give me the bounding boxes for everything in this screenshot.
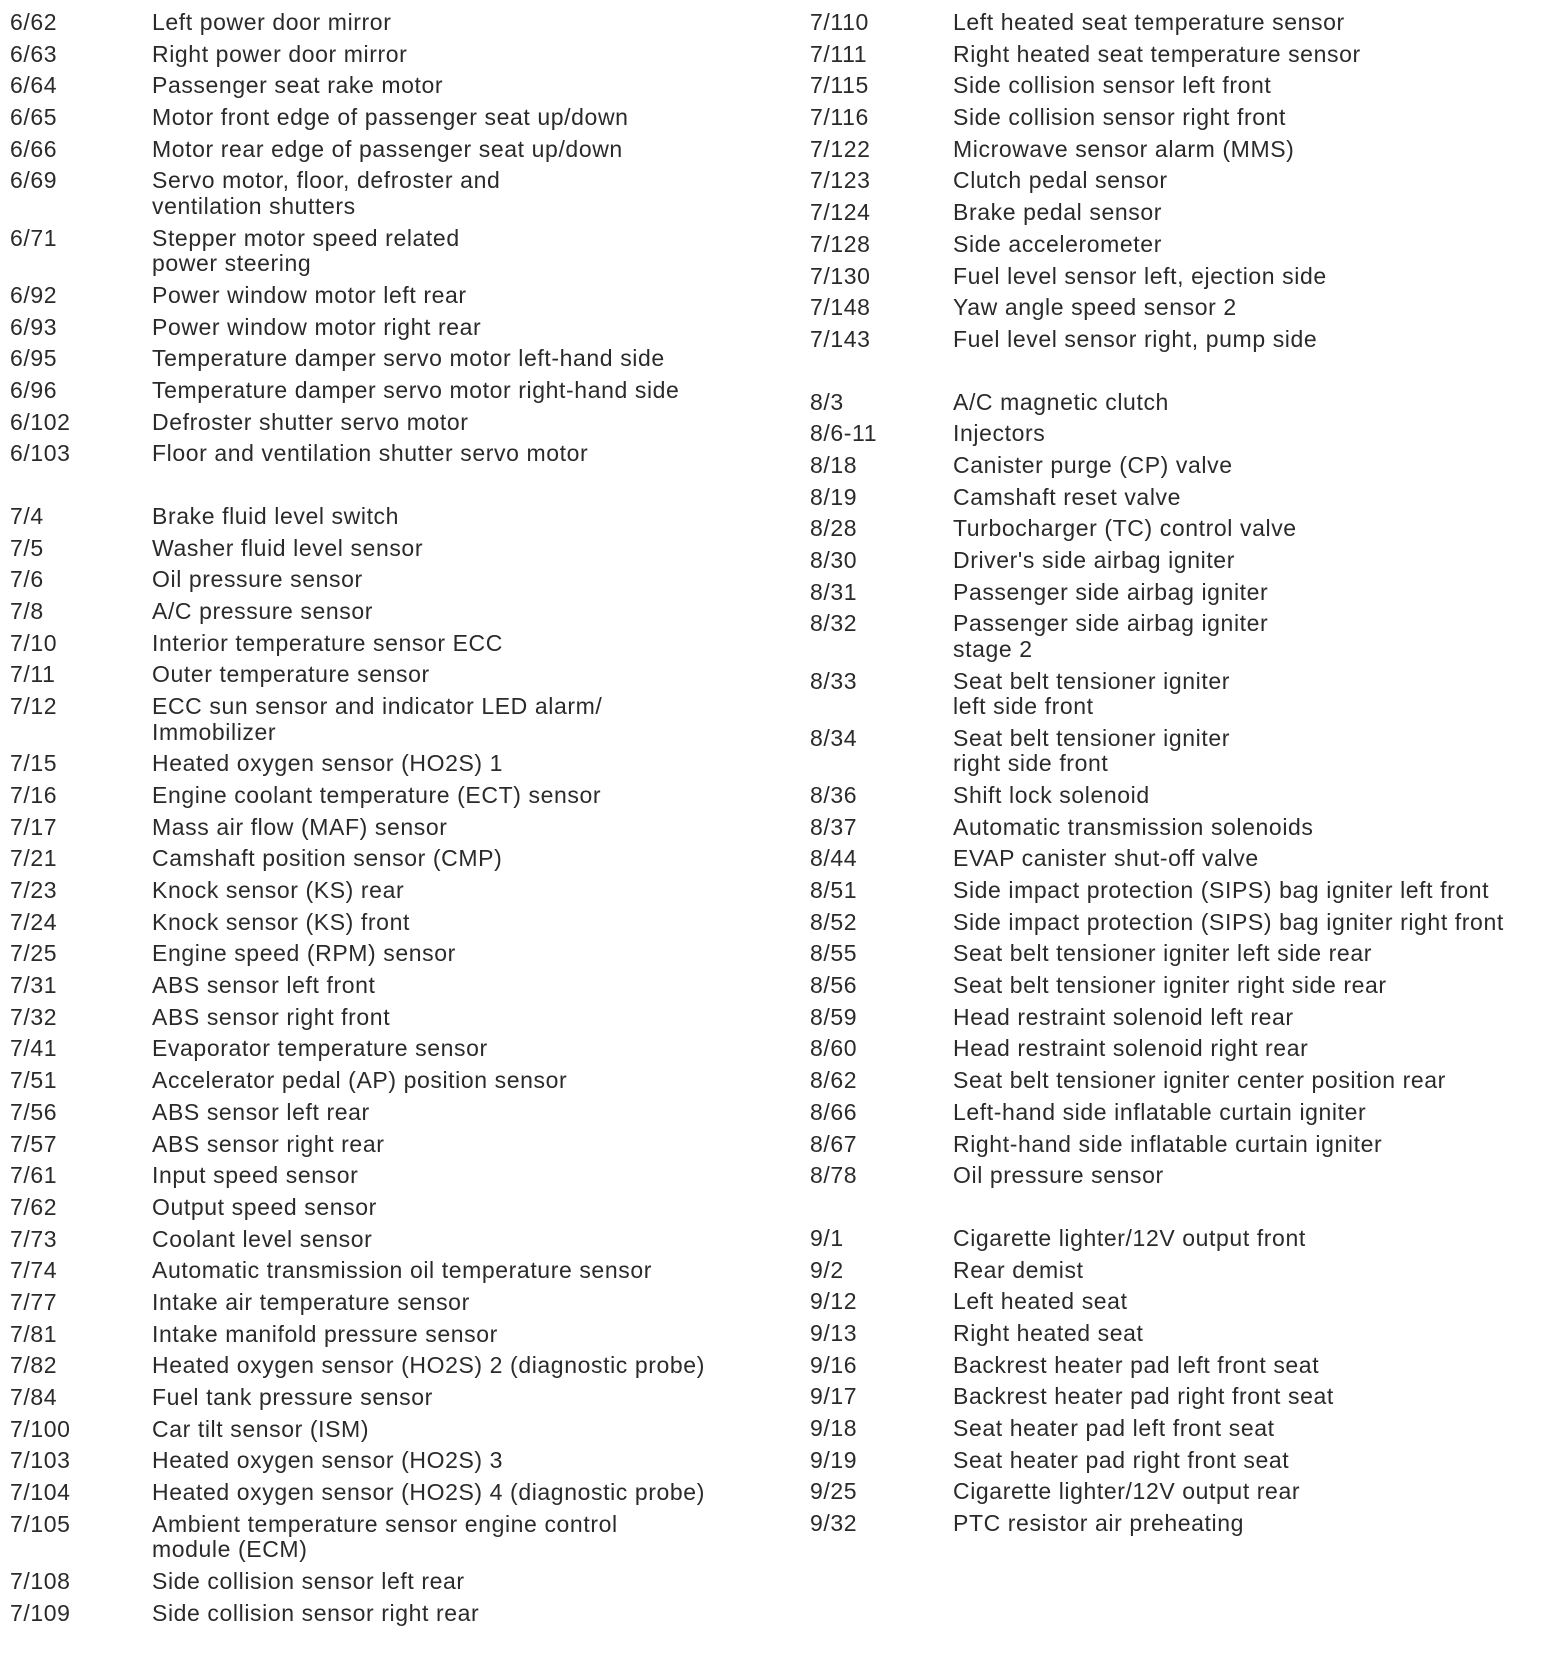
legend-entry (10, 941, 770, 973)
component-code: 7/31 (10, 972, 58, 999)
component-description: Camshaft position sensor (CMP) (152, 845, 503, 872)
component-code: 7/12 (10, 693, 58, 720)
component-description: Seat heater pad right front seat (953, 1446, 1290, 1473)
component-code: 6/103 (10, 440, 71, 467)
component-description: Shift lock solenoid (953, 781, 1150, 808)
component-code: 7/56 (10, 1098, 58, 1125)
component-description: Seat belt tensioner igniter left side rear (953, 940, 1372, 967)
component-code: 8/60 (810, 1035, 858, 1062)
component-code: 9/16 (810, 1351, 858, 1378)
component-description: Knock sensor (KS) rear (152, 877, 405, 903)
component-description: Mass air flow (MAF) sensor (152, 813, 448, 840)
component-description: Seat belt tensioner igniter center position rear (953, 1067, 1446, 1094)
component-description: Interior temperature sensor ECC (152, 629, 503, 656)
component-description: Injectors (953, 420, 1046, 447)
component-description: Washer fluid level sensor (152, 534, 424, 561)
component-description: Defroster shutter servo motor (152, 408, 469, 435)
component-description: PTC resistor air preheating (953, 1510, 1245, 1537)
component-code: 7/103 (10, 1447, 71, 1474)
component-description: Left-hand side inflatable curtain igniter (953, 1098, 1367, 1125)
component-description: Side collision sensor right rear (152, 1599, 480, 1626)
component-description: Accelerator pedal (AP) position sensor (152, 1067, 568, 1094)
legend-entry (10, 1036, 770, 1068)
component-description: Turbocharger (TC) control valve (953, 515, 1297, 542)
component-code: 6/65 (10, 104, 58, 131)
legend-entry (10, 846, 770, 878)
component-code: 7/110 (810, 9, 869, 35)
legend-entry (810, 941, 1540, 973)
component-description: Microwave sensor alarm (MMS) (953, 135, 1295, 162)
legend-entry (810, 878, 1540, 910)
component-code: 7/116 (810, 104, 869, 131)
component-code: 7/111 (810, 40, 868, 67)
component-code: 7/105 (10, 1510, 71, 1537)
component-code: 6/92 (10, 281, 58, 308)
component-description: Seat belt tensioner igniter left side front (953, 667, 1231, 720)
legend-entry (10, 1195, 770, 1227)
component-code: 7/61 (10, 1162, 58, 1189)
component-description: Seat heater pad left front seat (953, 1415, 1275, 1441)
legend-entry (810, 726, 1540, 783)
component-code: 9/17 (810, 1383, 858, 1410)
component-code: 7/104 (10, 1479, 71, 1506)
component-code: 9/2 (810, 1256, 844, 1283)
component-description: Head restraint solenoid right rear (953, 1035, 1309, 1062)
legend-entry (10, 1385, 770, 1417)
legend-entry (810, 1353, 1540, 1385)
legend-entry (810, 669, 1540, 726)
legend-entry (10, 410, 770, 442)
legend-entry (810, 1321, 1540, 1353)
component-code: 7/21 (10, 845, 58, 872)
legend-entry (810, 421, 1540, 453)
component-description: Intake air temperature sensor (152, 1288, 470, 1315)
component-code: 7/24 (10, 908, 58, 935)
component-description: Motor rear edge of passenger seat up/down (152, 135, 623, 162)
legend-entry (810, 783, 1540, 815)
component-code: 8/28 (810, 515, 858, 542)
component-code: 7/23 (10, 877, 58, 903)
component-description: Temperature damper servo motor right-hand side (152, 376, 680, 403)
component-description: Side collision sensor left rear (152, 1567, 465, 1594)
component-code: 7/11 (10, 661, 56, 688)
component-description: Yaw angle speed sensor 2 (953, 294, 1237, 321)
component-description: Temperature damper servo motor left-hand side (152, 345, 665, 372)
component-description: Backrest heater pad right front seat (953, 1383, 1334, 1410)
component-code: 8/59 (810, 1003, 858, 1030)
component-description: Fuel level sensor left, ejection side (953, 262, 1327, 289)
component-code: 8/67 (810, 1130, 858, 1157)
component-code: 7/115 (810, 72, 869, 99)
component-code: 7/77 (10, 1288, 58, 1315)
legend-entry (810, 485, 1540, 517)
component-description: Backrest heater pad left front seat (953, 1351, 1320, 1378)
component-description: Seat belt tensioner igniter right side rear (953, 972, 1387, 999)
component-code: 9/12 (810, 1288, 858, 1315)
legend-entry (810, 453, 1540, 485)
component-code: 8/31 (810, 578, 858, 605)
component-code: 7/17 (10, 813, 58, 840)
component-description: Knock sensor (KS) front (152, 908, 410, 935)
legend-entry (810, 516, 1540, 548)
legend-entry (810, 1258, 1540, 1290)
legend-entry (10, 783, 770, 815)
component-description: Seat belt tensioner igniter right side front (953, 724, 1231, 777)
component-code: 7/148 (810, 294, 871, 321)
legend-entry (10, 378, 770, 410)
component-code: 6/66 (10, 135, 58, 162)
legend-group (810, 390, 1540, 1195)
legend-entry (810, 264, 1540, 296)
component-code: 7/15 (10, 750, 58, 777)
component-code: 8/56 (810, 972, 858, 999)
component-code: 7/128 (810, 230, 871, 257)
legend-entry (10, 1068, 770, 1100)
legend-entry (10, 1322, 770, 1354)
component-code: 8/3 (810, 388, 844, 415)
component-code: 6/64 (10, 72, 58, 99)
legend-entry (810, 10, 1540, 42)
component-description: Engine coolant temperature (ECT) sensor (152, 781, 602, 808)
component-code: 8/18 (810, 451, 858, 478)
legend-entry (10, 536, 770, 568)
component-code: 8/34 (810, 724, 858, 751)
component-description: Oil pressure sensor (953, 1162, 1164, 1189)
legend-entry (810, 1416, 1540, 1448)
component-description: Canister purge (CP) valve (953, 451, 1233, 478)
component-description: Driver's side airbag igniter (953, 547, 1235, 573)
legend-group (10, 504, 770, 1632)
component-description: Side collision sensor left front (953, 72, 1272, 99)
component-description: Side accelerometer (953, 230, 1162, 257)
component-code: 6/93 (10, 313, 58, 340)
legend-entry (10, 1512, 770, 1569)
component-code: 8/52 (810, 908, 858, 935)
legend-entry (10, 1227, 770, 1259)
component-description: A/C pressure sensor (152, 598, 374, 624)
legend-entry (10, 226, 770, 283)
component-code: 6/63 (10, 40, 58, 67)
component-description: Brake pedal sensor (953, 199, 1162, 226)
legend-entry (10, 751, 770, 783)
component-code: 6/69 (10, 167, 58, 194)
component-code: 7/109 (10, 1599, 71, 1626)
legend-entry (810, 200, 1540, 232)
component-description: Left heated seat temperature sensor (953, 9, 1345, 35)
legend-entry (810, 580, 1540, 612)
component-code: 7/100 (10, 1415, 71, 1442)
legend-entry (10, 105, 770, 137)
component-description: Cigarette lighter/12V output rear (953, 1478, 1301, 1505)
component-code: 8/78 (810, 1162, 858, 1189)
component-description: Stepper motor speed related power steering (152, 224, 460, 277)
component-description: ABS sensor right rear (152, 1130, 385, 1157)
component-code: 7/41 (10, 1035, 58, 1062)
legend-entry (810, 295, 1540, 327)
legend-entry (10, 878, 770, 910)
component-description: Clutch pedal sensor (953, 167, 1168, 194)
legend-entry (810, 1479, 1540, 1511)
legend-entry (10, 1601, 770, 1633)
component-code: 7/32 (10, 1003, 58, 1030)
legend-entry (810, 73, 1540, 105)
component-code: 7/108 (10, 1567, 71, 1594)
component-code: 7/5 (10, 534, 44, 561)
component-code: 6/71 (10, 224, 58, 251)
component-code: 9/1 (810, 1224, 844, 1251)
legend-entry (10, 283, 770, 315)
component-code: 7/4 (10, 502, 44, 529)
component-code: 6/102 (10, 408, 71, 435)
legend-entry (10, 441, 770, 473)
legend-entry (10, 346, 770, 378)
component-code: 8/62 (810, 1067, 858, 1094)
legend-entry (810, 137, 1540, 169)
component-code: 7/124 (810, 199, 871, 226)
legend-entry (810, 548, 1540, 580)
component-description: Heated oxygen sensor (HO2S) 1 (152, 750, 504, 777)
component-description: Servo motor, floor, defroster and ventilation shutters (152, 167, 501, 219)
legend-entry (10, 315, 770, 347)
component-code: 8/6-11 (810, 420, 878, 447)
component-description: Outer temperature sensor (152, 661, 430, 688)
component-code: 7/16 (10, 781, 58, 808)
component-description: Car tilt sensor (ISM) (152, 1415, 370, 1442)
component-code: 8/36 (810, 781, 858, 808)
legend-entry (10, 10, 770, 42)
component-code: 7/8 (10, 598, 44, 624)
component-description: Heated oxygen sensor (HO2S) 4 (diagnostic probe) (152, 1479, 705, 1506)
component-description: Brake fluid level switch (152, 502, 400, 529)
component-code: 6/62 (10, 9, 58, 35)
component-description: Side impact protection (SIPS) bag igniter right front (953, 908, 1504, 935)
component-description: Left power door mirror (152, 9, 392, 35)
component-description: ABS sensor left rear (152, 1098, 370, 1125)
legend-entry (10, 567, 770, 599)
legend-entry (810, 1289, 1540, 1321)
legend-entry (10, 1417, 770, 1449)
legend-entry (810, 327, 1540, 359)
legend-entry (810, 232, 1540, 264)
legend-entry (810, 910, 1540, 942)
component-description: Camshaft reset valve (953, 483, 1182, 510)
legend-entry (810, 1100, 1540, 1132)
component-code: 9/19 (810, 1446, 858, 1473)
component-code: 8/30 (810, 547, 858, 573)
component-code: 7/10 (10, 629, 58, 656)
legend-entry (10, 631, 770, 663)
legend-entry (10, 1132, 770, 1164)
component-description: Left heated seat (953, 1288, 1128, 1315)
legend-entry (10, 694, 770, 751)
component-description: Engine speed (RPM) sensor (152, 940, 456, 967)
component-description: EVAP canister shut-off valve (953, 845, 1259, 872)
legend-entry (810, 1511, 1540, 1543)
legend-entry (10, 973, 770, 1005)
component-code: 8/37 (810, 813, 858, 840)
component-description: Cigarette lighter/12V output front (953, 1224, 1306, 1251)
legend-entry (10, 1569, 770, 1601)
component-code: 6/95 (10, 345, 58, 372)
component-description: Floor and ventilation shutter servo motor (152, 440, 589, 467)
component-code: 7/51 (10, 1067, 58, 1094)
legend-entry (10, 504, 770, 536)
component-description: Coolant level sensor (152, 1225, 373, 1252)
component-description: Rear demist (953, 1256, 1084, 1283)
legend-entry (10, 662, 770, 694)
component-description: Output speed sensor (152, 1193, 377, 1220)
left-column (10, 10, 770, 1632)
legend-group (810, 10, 1540, 359)
legend-entry (10, 815, 770, 847)
component-code: 7/57 (10, 1130, 58, 1157)
legend-entry (810, 815, 1540, 847)
component-code: 8/55 (810, 940, 858, 967)
component-description: Right heated seat temperature sensor (953, 40, 1361, 67)
legend-entry (810, 846, 1540, 878)
component-code: 7/74 (10, 1257, 58, 1284)
component-code: 7/81 (10, 1320, 58, 1347)
legend-entry (10, 1448, 770, 1480)
component-description: Right-hand side inflatable curtain igniter (953, 1130, 1383, 1157)
component-code: 8/51 (810, 877, 858, 903)
component-description: Right power door mirror (152, 40, 408, 67)
component-description: Motor front edge of passenger seat up/down (152, 104, 629, 131)
component-code: 8/44 (810, 845, 858, 872)
legend-entry (810, 611, 1540, 668)
legend-entry (810, 1448, 1540, 1480)
component-description: Passenger seat rake motor (152, 72, 444, 99)
legend-entry (810, 390, 1540, 422)
component-code: 8/33 (810, 667, 858, 694)
legend-entry (810, 168, 1540, 200)
legend-entry (10, 1258, 770, 1290)
component-code: 9/13 (810, 1319, 858, 1346)
legend-entry (810, 1036, 1540, 1068)
legend-entry (10, 910, 770, 942)
component-code: 7/122 (810, 135, 871, 162)
component-description: Side impact protection (SIPS) bag igniter left front (953, 877, 1490, 903)
component-description: Automatic transmission oil temperature sensor (152, 1257, 652, 1284)
component-description: Fuel level sensor right, pump side (953, 325, 1318, 352)
legend-entry (10, 1353, 770, 1385)
component-description: ABS sensor right front (152, 1003, 391, 1030)
legend-entry (10, 1005, 770, 1037)
component-code: 7/123 (810, 167, 871, 194)
component-code: 7/62 (10, 1193, 58, 1220)
legend-entry (810, 42, 1540, 74)
legend-entry (810, 105, 1540, 137)
component-description: Evaporator temperature sensor (152, 1035, 488, 1062)
component-description: Automatic transmission solenoids (953, 813, 1314, 840)
component-code: 8/66 (810, 1098, 858, 1125)
component-code: 8/19 (810, 483, 858, 510)
component-code: 7/82 (10, 1352, 58, 1379)
component-code: 7/25 (10, 940, 58, 967)
component-code: 8/32 (810, 610, 858, 637)
component-code: 9/32 (810, 1510, 858, 1537)
legend-entry (810, 1068, 1540, 1100)
legend-entry (810, 973, 1540, 1005)
component-code: 7/73 (10, 1225, 58, 1252)
component-description: Head restraint solenoid left rear (953, 1003, 1294, 1030)
component-description: Intake manifold pressure sensor (152, 1320, 498, 1347)
legend-entry (10, 599, 770, 631)
component-code: 7/143 (810, 325, 871, 352)
legend-entry (10, 42, 770, 74)
legend-entry (810, 1132, 1540, 1164)
component-code: 6/96 (10, 376, 58, 403)
legend-entry (810, 1005, 1540, 1037)
component-code: 9/25 (810, 1478, 858, 1505)
right-column (810, 10, 1540, 1543)
component-description: ABS sensor left front (152, 972, 376, 999)
component-description: Fuel tank pressure sensor (152, 1384, 433, 1410)
component-description: Power window motor left rear (152, 281, 467, 308)
legend-entry (10, 1100, 770, 1132)
component-description: Power window motor right rear (152, 313, 482, 340)
component-description: ECC sun sensor and indicator LED alarm/ Immobilizer (152, 693, 603, 745)
component-description: Ambient temperature sensor engine control module (ECM) (152, 1510, 618, 1563)
component-description: Right heated seat (953, 1319, 1144, 1346)
component-description: Oil pressure sensor (152, 566, 363, 593)
component-description: Passenger side airbag igniter (953, 578, 1269, 605)
component-code: 7/6 (10, 566, 44, 593)
component-description: Heated oxygen sensor (HO2S) 2 (diagnostic probe) (152, 1352, 705, 1379)
component-description: Input speed sensor (152, 1162, 359, 1189)
legend-entry (10, 168, 770, 225)
legend-entry (10, 1480, 770, 1512)
component-code: 9/18 (810, 1415, 858, 1441)
legend-group (810, 1226, 1540, 1543)
component-description: Side collision sensor right front (953, 104, 1287, 131)
legend-entry (10, 1163, 770, 1195)
legend-entry (10, 73, 770, 105)
component-description: A/C magnetic clutch (953, 388, 1169, 415)
component-code: 7/84 (10, 1384, 58, 1410)
component-code: 7/130 (810, 262, 871, 289)
legend-entry (810, 1226, 1540, 1258)
component-description: Heated oxygen sensor (HO2S) 3 (152, 1447, 504, 1474)
component-description: Passenger side airbag igniter stage 2 (953, 610, 1269, 662)
legend-entry (10, 137, 770, 169)
legend-entry (810, 1384, 1540, 1416)
legend-entry (10, 1290, 770, 1322)
legend-group (10, 10, 770, 473)
legend-entry (810, 1163, 1540, 1195)
